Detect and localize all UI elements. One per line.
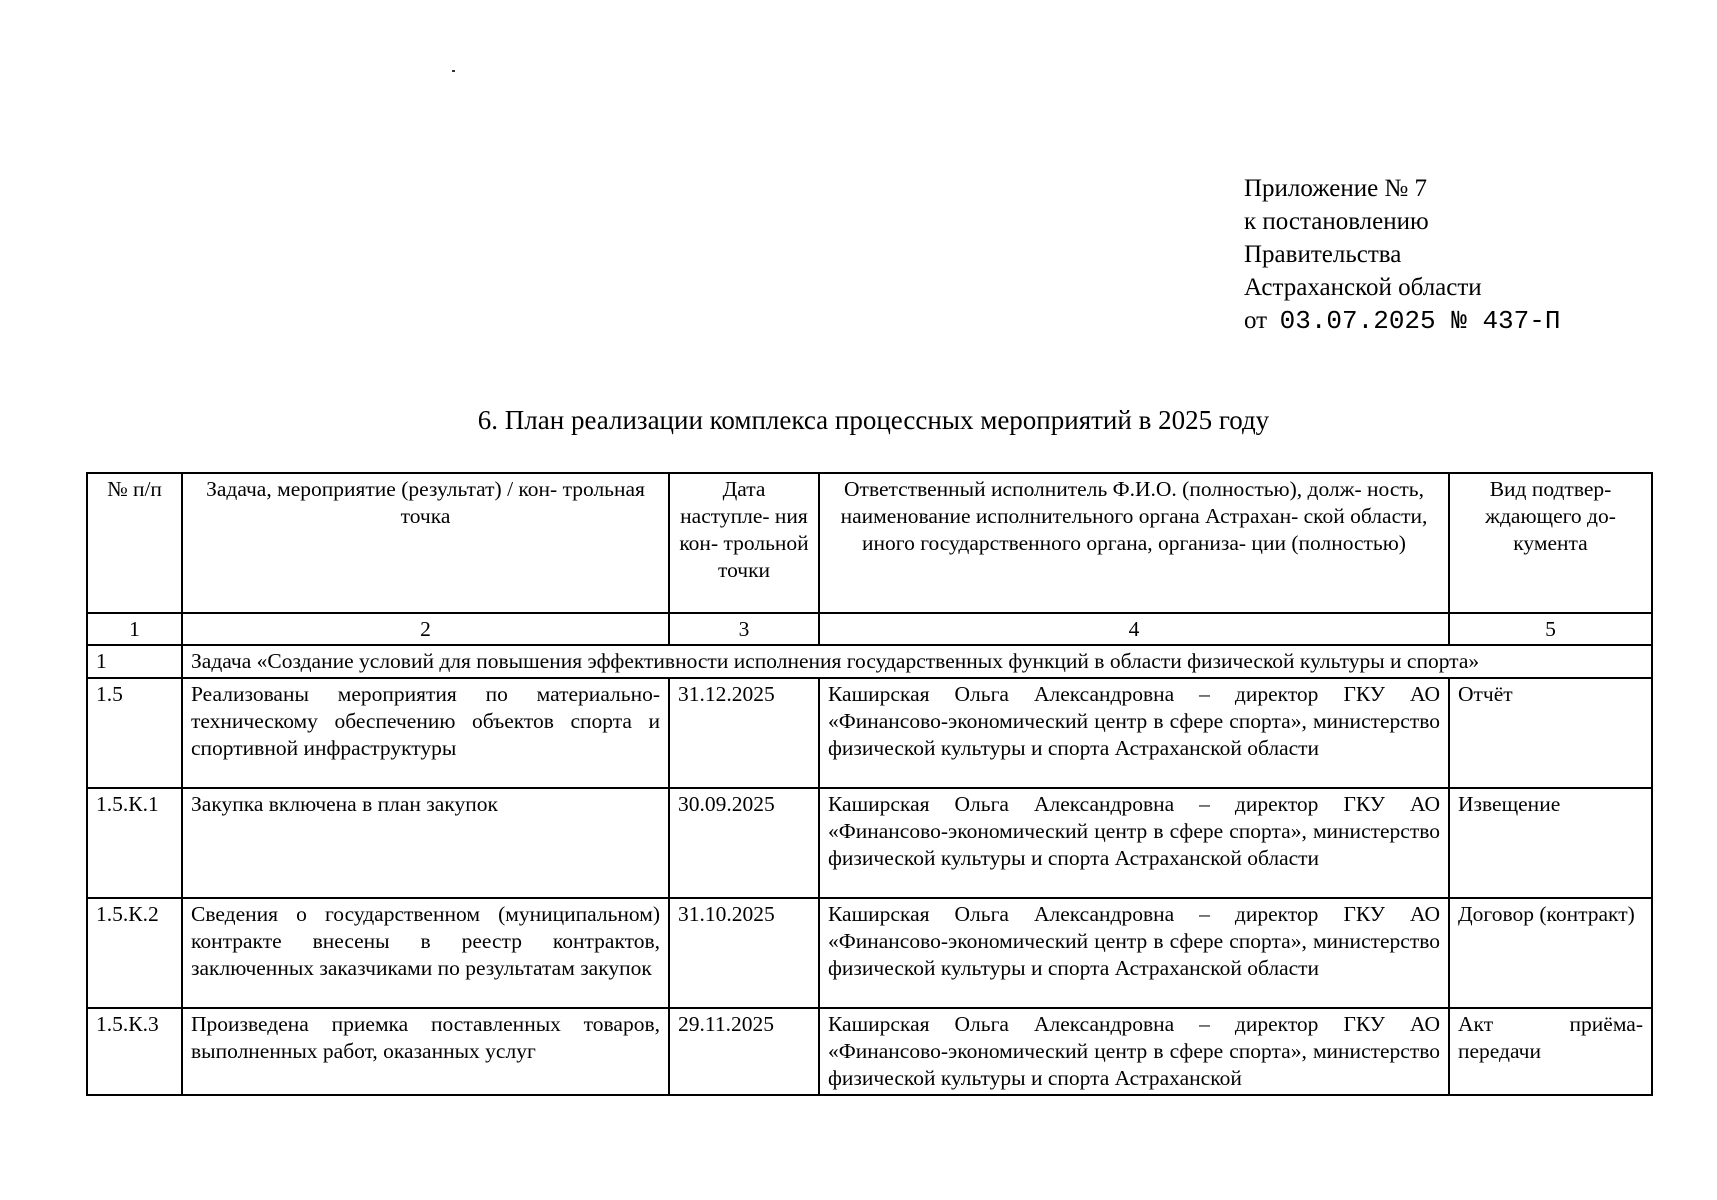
row-activity: Произведена приемка поставленных товаров, выполненных работ, оказанных услуг [182,1008,669,1095]
row-document: Договор (контракт) [1449,898,1652,1008]
row-date: 31.10.2025 [669,898,819,1008]
table-header-row [87,473,1652,613]
row-responsible: Каширская Ольга Александровна – директор ГКУ АО «Финансово-экономический центр в сфере спорта», министерство физической культуры и спорта Астраханской [819,1008,1449,1095]
header-cell-task: Задача, мероприятие (результат) / кон- трольная точка [182,473,669,613]
task-row [87,645,1652,678]
row-number: 1.5.К.1 [87,788,182,898]
column-number: 4 [819,613,1449,645]
column-number: 2 [182,613,669,645]
row-activity: Сведения о государственном (муниципальном) контракте внесены в реестр контрактов, заключенных заказчиками по результатам закупок [182,898,669,1008]
task-text: Задача «Создание условий для повышения эффективности исполнения государственных функций в области физической культуры и спорта» [182,645,1652,678]
scan-speck [452,70,455,72]
row-document: Отчёт [1449,678,1652,788]
appendix-line: к постановлению [1244,208,1429,235]
row-number: 1.5.К.3 [87,1008,182,1095]
appendix-block [1244,172,1560,338]
from-label: от [1244,307,1268,334]
column-number: 3 [669,613,819,645]
decree-stamp: 03.07.2025 № 437-П [1279,306,1561,336]
appendix-line: Астраханской области [1244,274,1482,301]
row-number: 1.5 [87,678,182,788]
row-document: Извещение [1449,788,1652,898]
row-activity: Реализованы мероприятия по материально-техническому обеспечению объектов спорта и спортивной инфраструктуры [182,678,669,788]
row-number: 1.5.К.2 [87,898,182,1008]
row-document: Акт приёма-передачи [1449,1008,1652,1095]
row-responsible: Каширская Ольга Александровна – директор ГКУ АО «Финансово-экономический центр в сфере спорта», министерство физической культуры и спорта Астраханской области [819,678,1449,788]
table-row [87,1008,1652,1095]
header-cell-number: № п/п [87,473,182,613]
plan-table [86,472,1653,1096]
header-cell-date: Дата наступле- ния кон- трольной точки [669,473,819,613]
table-row [87,788,1652,898]
row-responsible: Каширская Ольга Александровна – директор ГКУ АО «Финансово-экономический центр в сфере спорта», министерство физической культуры и спорта Астраханской области [819,788,1449,898]
table-row [87,898,1652,1008]
appendix-line: Приложение № 7 [1244,175,1428,202]
column-number: 5 [1449,613,1652,645]
table-row [87,678,1652,788]
column-number: 1 [87,613,182,645]
task-number: 1 [87,645,182,678]
row-date: 30.09.2025 [669,788,819,898]
header-cell-document: Вид подтвер- ждающего до- кумента [1449,473,1652,613]
header-cell-responsible: Ответственный исполнитель Ф.И.О. (полностью), долж- ность, наименование исполнительного органа Астрахан- ской области, иного государственного органа, организа- ции (полностью) [819,473,1449,613]
row-date: 31.12.2025 [669,678,819,788]
page-title: 6. План реализации комплекса процессных мероприятий в 2025 году [477,405,1270,435]
row-date: 29.11.2025 [669,1008,819,1095]
appendix-line: Правительства [1244,241,1402,268]
row-responsible: Каширская Ольга Александровна – директор ГКУ АО «Финансово-экономический центр в сфере спорта», министерство физической культуры и спорта Астраханской области [819,898,1449,1008]
appendix-date-line [1244,304,1560,338]
row-activity: Закупка включена в план закупок [182,788,669,898]
column-number-row [87,613,1652,645]
